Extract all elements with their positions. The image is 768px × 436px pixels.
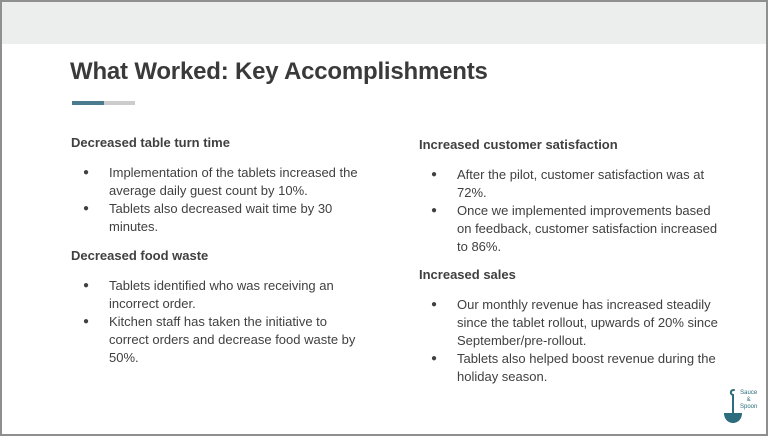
bullet-text: Once we implemented improvements based on feedback, customer satisfaction increased to 86%.: [457, 203, 718, 254]
section-customer-satisfaction: [419, 137, 719, 256]
sauce-and-spoon-logo: [720, 386, 760, 426]
bullet-icon: ●: [83, 280, 90, 291]
slide-title: What Worked: Key Accomplishments: [70, 58, 488, 85]
bullet-text: Implementation of the tablets increased the average daily guest count by 10%.: [109, 165, 358, 198]
section-heading: Increased sales: [419, 267, 516, 282]
section-table-turn-time: [71, 135, 361, 236]
bullet-list: [71, 164, 361, 236]
slide-header-band: [2, 2, 766, 44]
bullet-text: Kitchen staff has taken the initiative to correct orders and decrease food waste by 50%.: [109, 314, 356, 365]
bullet-text: Tablets also decreased wait time by 30 minutes.: [109, 201, 333, 234]
bullet-list: [419, 296, 719, 386]
list-item: [419, 166, 719, 202]
bullet-text: Tablets also helped boost revenue during the holiday season.: [457, 351, 716, 384]
bullet-list: [71, 277, 361, 367]
bullet-icon: ●: [83, 167, 90, 178]
title-accent-bar: [72, 101, 135, 105]
bullet-text: After the pilot, customer satisfaction was at 72%.: [457, 167, 705, 200]
bullet-icon: ●: [431, 169, 438, 180]
logo-wordmark: [740, 390, 757, 411]
section-increased-sales: [419, 267, 719, 386]
list-item: [71, 200, 361, 236]
bullet-icon: ●: [83, 316, 90, 327]
list-item: [71, 164, 361, 200]
bullet-icon: ●: [83, 203, 90, 214]
list-item: [419, 350, 719, 386]
section-heading: Decreased food waste: [71, 248, 209, 263]
bullet-icon: ●: [431, 353, 438, 364]
bullet-text: Tablets identified who was receiving an incorrect order.: [109, 278, 334, 311]
bullet-text: Our monthly revenue has increased steadily since the tablet rollout, upwards of 20% since September/pre-rollout.: [457, 297, 718, 348]
section-food-waste: [71, 248, 361, 367]
title-accent-fill: [72, 101, 104, 105]
list-item: [419, 202, 719, 256]
section-heading: Increased customer satisfaction: [419, 137, 618, 152]
bullet-icon: ●: [431, 299, 438, 310]
bullet-icon: ●: [431, 205, 438, 216]
list-item: [419, 296, 719, 350]
logo-word-spoon: Spoon: [740, 404, 758, 410]
list-item: [71, 277, 361, 313]
section-heading: Decreased table turn time: [71, 135, 230, 150]
list-item: [71, 313, 361, 367]
bullet-list: [419, 166, 719, 256]
logo-word-sauce: Sauce: [740, 390, 758, 396]
logo-word-ampersand: &: [746, 397, 751, 403]
